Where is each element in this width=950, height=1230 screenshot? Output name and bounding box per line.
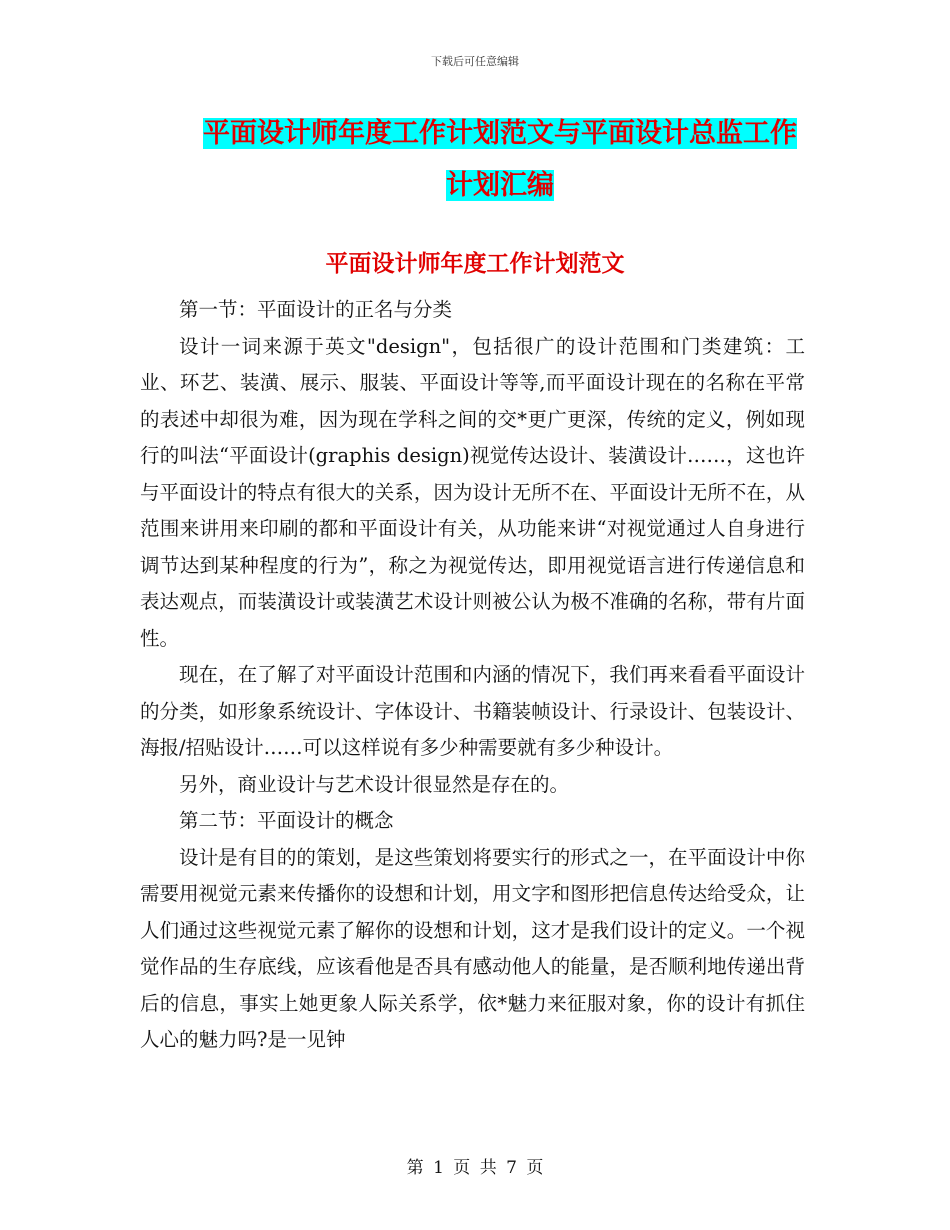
paragraph-heading-2: 第二节：平面设计的概念	[179, 809, 394, 832]
paragraph: 设计一词来源于英文"design"，包括很广的设计范围和门类建筑：工业、环艺、装潢、展示、服装、平面设计等等,而平面设计现在的名称在平常的表述中却很为难，因为现在学科之间的交*更广更深，传统的定义，例如现行的叫法“平面设计(graphis design)视觉传达设计、装潢设计……，这也许与平面设计的特点有很大的关系，因为设计无所不在、平面设计无所不在，从范围来讲用来印刷的都和平面设计有关，从功能来讲“对视觉通过人自身进行调节达到某种程度的行为”，称之为视觉传达，即用视觉语言进行传递信息和表达观点，而装潢设计或装潢艺术设计则被公认为极不准确的名称，带有片面性。	[140, 334, 805, 650]
body-text	[140, 292, 805, 1059]
paragraph: 现在，在了解了对平面设计范围和内涵的情况下，我们再来看看平面设计的分类，如形象系统设计、字体设计、书籍装帧设计、行录设计、包装设计、海报/招贴设计……可以这样说有多少种需要就有多少种设计。	[140, 663, 805, 759]
paragraph: 设计是有目的的策划，是这些策划将要实行的形式之一，在平面设计中你需要用视觉元素来传播你的设想和计划，用文字和图形把信息传达给受众，让人们通过这些视觉元素了解你的设想和计划，这才是我们设计的定义。一个视觉作品的生存底线，应该看他是否具有感动他人的能量，是否顺利地传递出背后的信息，事实上她更象人际关系学，依*魅力来征服对象，你的设计有抓住人心的魅力吗?是一见钟	[140, 845, 805, 1051]
section-title: 平面设计师年度工作计划范文	[325, 251, 625, 277]
document-title	[190, 108, 810, 212]
document-title-text: 平面设计师年度工作计划范文与平面设计总监工作计划汇编	[203, 118, 797, 201]
paragraph: 另外，商业设计与艺术设计很显然是存在的。	[179, 772, 570, 796]
paragraph-heading-1: 第一节：平面设计的正名与分类	[179, 298, 453, 321]
page-number-footer: 第 1 页 共 7 页	[406, 1158, 544, 1178]
page-header: 下载后可任意编辑	[431, 55, 519, 68]
